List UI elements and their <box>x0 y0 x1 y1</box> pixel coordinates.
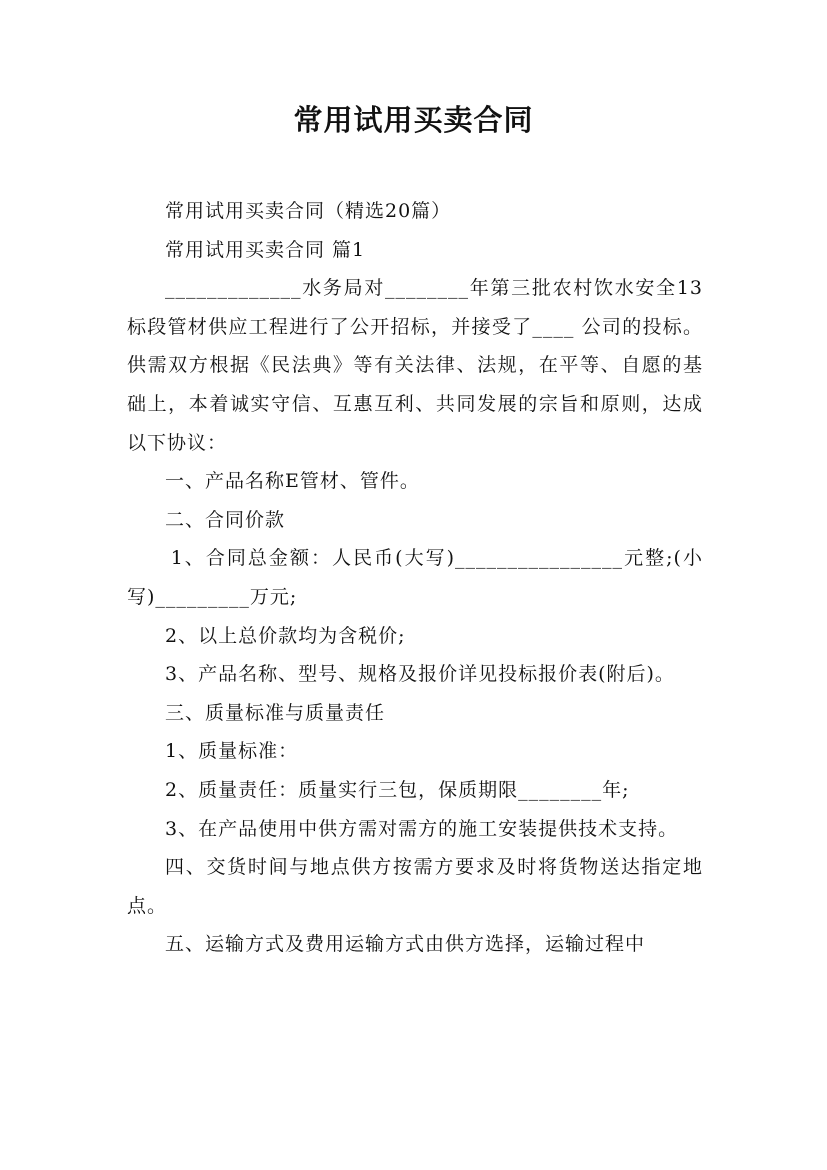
document-title: 常用试用买卖合同 <box>293 103 534 137</box>
paragraph: 3、产品名称、型号、规格及报价详见投标报价表(附后)。 <box>165 663 675 686</box>
document-body <box>127 192 703 964</box>
paragraph: 1、合同总金额：人民币(大写)________________元整;(小写)_________万元; <box>127 547 703 608</box>
paragraph: 2、以上总价款均为含税价; <box>165 624 406 647</box>
paragraph: 2、质量责任：质量实行三包，保质期限________年; <box>165 778 630 801</box>
paragraph: 常用试用买卖合同 篇1 <box>165 238 366 261</box>
paragraph: 二、合同价款 <box>165 508 286 531</box>
paragraph: 五、运输方式及费用运输方式由供方选择，运输过程中 <box>165 933 646 956</box>
paragraph: 3、在产品使用中供方需对需方的施工安装提供技术支持。 <box>165 817 679 840</box>
paragraph: 一、产品名称E管材、管件。 <box>165 470 420 493</box>
paragraph: 三、质量标准与质量责任 <box>165 701 386 724</box>
paragraph: 1、质量标准： <box>165 740 299 763</box>
paragraph: 四、交货时间与地点供方按需方要求及时将货物送达指定地点。 <box>127 856 703 917</box>
paragraph: _____________水务局对________年第三批农村饮水安全13标段管材供应工程进行了公开招标，并接受了____ 公司的投标。供需双方根据《民法典》等有关法律、法规，在平等、自愿的基础上，本着诚实守信、互惠互利、共同发展的宗旨和原则，达成以下协议： <box>127 277 703 454</box>
paragraph: 常用试用买卖合同（精选20篇） <box>165 200 452 222</box>
